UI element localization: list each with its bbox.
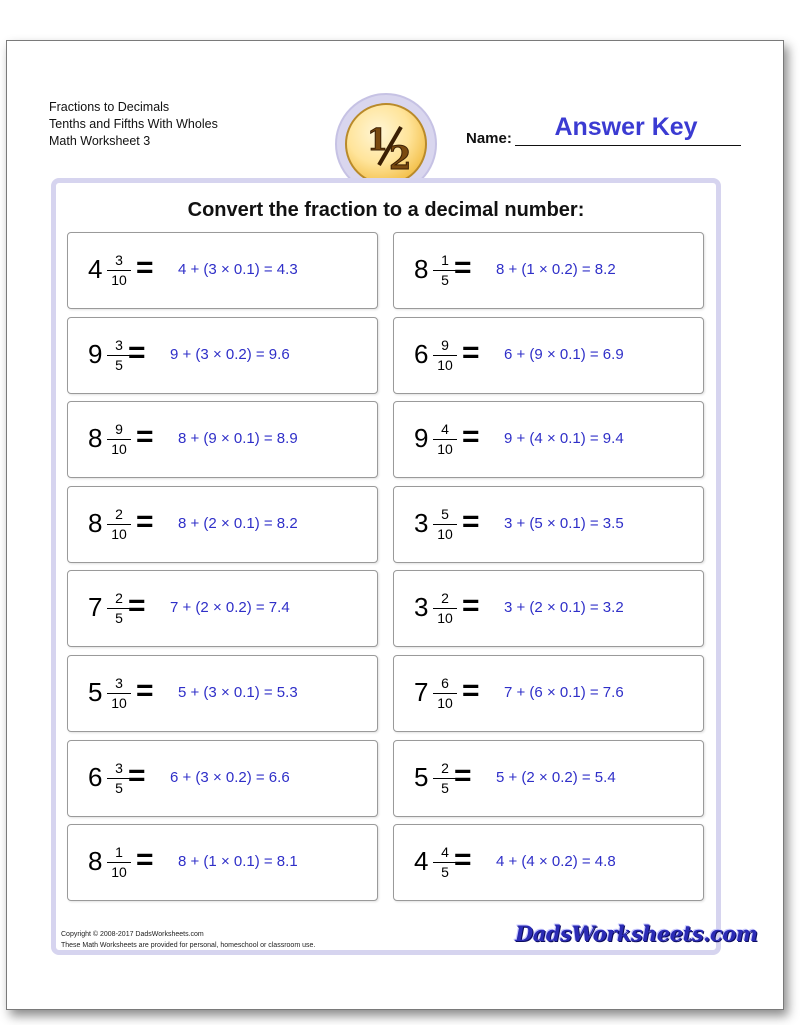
answer-key-title: Answer Key [554,113,698,141]
problem-box [393,740,704,817]
whole-number: 8 [88,846,103,877]
whole-number: 9 [414,423,429,454]
fraction-bar [107,439,131,440]
problem-box [67,740,378,817]
answer-text: 7 + (2 × 0.2) = 7.4 [170,599,290,617]
equals-sign: = [136,674,154,707]
fraction-bar [107,693,131,694]
answer-text: 6 + (9 × 0.1) = 6.9 [504,345,624,363]
fraction-numerator: 2 [115,505,123,522]
problem-box [67,570,378,647]
worksheet-header [49,99,218,150]
fraction-denominator: 10 [437,695,453,711]
fraction-denominator: 10 [111,441,127,458]
fraction-denominator: 10 [111,864,127,881]
logo-denominator: 2 [389,139,412,177]
fraction-bar [433,524,457,525]
fraction-numerator: 3 [115,252,123,268]
whole-number: 5 [88,677,103,707]
fraction-numerator: 1 [441,252,449,268]
answer-text: 4 + (3 × 0.1) = 4.3 [178,261,298,278]
whole-number: 5 [414,761,429,792]
whole-number: 6 [414,338,429,369]
equals-sign: = [128,589,146,623]
whole-number: 8 [414,254,429,284]
answer-text: 4 + (4 × 0.2) = 4.8 [496,853,616,871]
footer-copyright [61,929,315,951]
worksheet-number: Math Worksheet 3 [49,134,151,148]
problem-box [393,824,704,901]
fraction-denominator: 10 [111,525,127,542]
equals-sign: = [136,504,154,538]
copyright-text: Copyright © 2008-2017 DadsWorksheets.com [61,931,204,938]
fraction-bar [107,862,131,863]
fraction [432,506,458,543]
problem-box [393,655,704,732]
whole-number: 9 [88,338,103,369]
answer-text: 8 + (9 × 0.1) = 8.9 [178,430,298,448]
fraction-denominator: 5 [441,779,449,796]
equals-sign: = [136,251,154,284]
name-underline [515,145,741,146]
answer-text: 3 + (5 × 0.1) = 3.5 [504,514,624,532]
fraction-bar [433,693,457,694]
fraction-numerator: 3 [115,675,123,691]
fraction-numerator: 5 [441,505,449,522]
whole-number: 7 [414,677,429,707]
problem-box [67,317,378,394]
whole-number: 8 [88,423,103,454]
problem-box [67,655,378,732]
problem-box [393,570,704,647]
fraction-bar [107,524,131,525]
answer-text: 8 + (1 × 0.2) = 8.2 [496,261,616,278]
fraction-bar [433,608,457,609]
fraction-denominator: 5 [441,864,449,881]
fraction-denominator: 5 [115,779,123,796]
fraction [432,590,458,627]
whole-number: 6 [88,761,103,792]
fraction-numerator: 4 [441,421,449,438]
whole-number: 7 [88,592,103,623]
answer-text: 7 + (6 × 0.1) = 7.6 [504,684,624,701]
equals-sign: = [128,335,146,369]
answer-text: 5 + (3 × 0.1) = 5.3 [178,684,298,701]
answer-text: 3 + (2 × 0.1) = 3.2 [504,599,624,617]
equals-sign: = [136,843,154,877]
problem-box [393,401,704,478]
fraction-denominator: 5 [115,356,123,373]
equals-sign: = [454,758,472,792]
fraction-numerator: 9 [441,336,449,353]
worksheet-page [6,40,784,1010]
equals-sign: = [462,589,480,623]
equals-sign: = [462,420,480,454]
answer-text: 6 + (3 × 0.2) = 6.6 [170,768,290,786]
fraction-bar [433,439,457,440]
dadsworksheets-logo: DadsWorksheets.com [515,921,758,946]
fraction [432,675,458,712]
fraction-denominator: 5 [441,272,449,288]
answer-text: 8 + (2 × 0.1) = 8.2 [178,514,298,532]
fraction [106,844,132,881]
usage-notice: These Math Worksheets are provided for personal, homeschool or classroom use. [61,942,316,949]
fraction [106,252,132,289]
whole-number: 4 [414,846,429,877]
fraction [106,421,132,458]
answer-text: 8 + (1 × 0.1) = 8.1 [178,853,298,871]
fraction-numerator: 1 [115,844,123,861]
equals-sign: = [454,251,472,284]
problem-box [393,486,704,563]
fraction-numerator: 6 [441,675,449,691]
answer-text: 9 + (3 × 0.2) = 9.6 [170,345,290,363]
equals-sign: = [462,504,480,538]
problem-box [393,232,704,309]
fraction [432,337,458,374]
problem-box [67,824,378,901]
whole-number: 8 [88,507,103,538]
fraction-denominator: 10 [437,610,453,627]
problem-box [67,401,378,478]
logo-numerator: 1 [367,123,388,158]
fraction-numerator: 4 [441,844,449,861]
whole-number: 4 [88,254,103,284]
fraction-numerator: 9 [115,421,123,438]
problem-box [393,317,704,394]
answer-text: 5 + (2 × 0.2) = 5.4 [496,768,616,786]
fraction-numerator: 3 [115,336,123,353]
equals-sign: = [136,420,154,454]
whole-number: 3 [414,507,429,538]
fraction-denominator: 10 [437,525,453,542]
equals-sign: = [462,674,480,707]
problem-box [67,486,378,563]
problem-box [67,232,378,309]
fraction-numerator: 3 [115,759,123,776]
fraction-bar [433,355,457,356]
fraction-bar [107,270,131,271]
fraction-numerator: 2 [115,590,123,607]
equals-sign: = [462,335,480,369]
fraction-denominator: 10 [111,695,127,711]
fraction-denominator: 10 [437,441,453,458]
fraction-denominator: 10 [437,356,453,373]
answer-text: 9 + (4 × 0.1) = 9.4 [504,430,624,448]
fraction-numerator: 2 [441,590,449,607]
worksheet-subtitle: Tenths and Fifths With Wholes [49,117,218,131]
instruction-text: Convert the fraction to a decimal number: [187,199,585,221]
fraction [432,421,458,458]
fraction-denominator: 5 [115,610,123,627]
name-label: Name: [466,130,512,147]
fraction [106,675,132,712]
fraction-denominator: 10 [111,272,127,288]
whole-number: 3 [414,592,429,623]
worksheet-title: Fractions to Decimals [49,100,170,114]
equals-sign: = [454,843,472,877]
fraction-numerator: 2 [441,759,449,776]
equals-sign: = [128,758,146,792]
fraction [106,506,132,543]
